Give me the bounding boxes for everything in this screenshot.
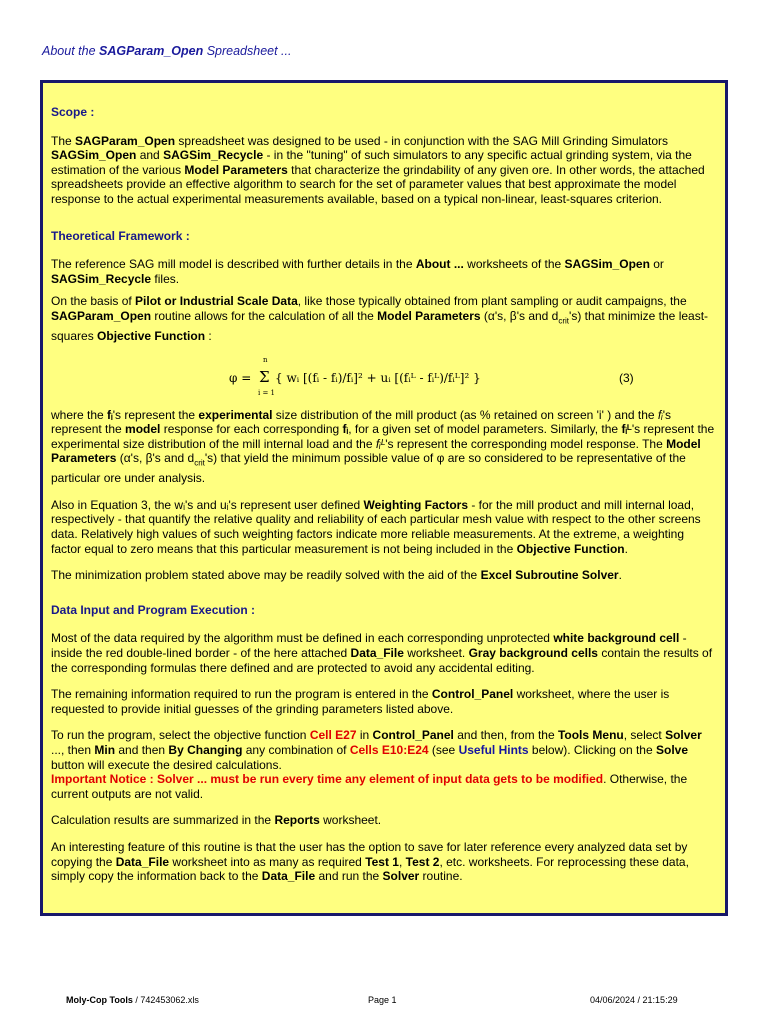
data-input-heading: Data Input and Program Execution : xyxy=(51,602,256,617)
scope-paragraph: The SAGParam_Open spreadsheet was designed to be used - in conjunction with the SAG Mill Grinding Simulators SAGSim_Open and SAGSim_Recycle - in the "tuning" of such simulators to any specific actual grinding system, via the estimation of the various Model Parameters that characterize the grindability of any given ore. In other words, the attached spreadsheets provide an effective algorithm to search for the set of parameter values that best approximate the model response to the actual experimental measurements available, based on a typical non-linear, least-squares criterion. xyxy=(51,133,705,206)
data-input-paragraph-2: The remaining information required to run the program is entered in the Control_Panel worksheet, where the user is requested to provide initial guesses of the grinding parameters listed above. xyxy=(51,687,670,716)
theory-paragraph-3: where the fᵢ's represent the experimental size distribution of the mill product (as % retained on screen 'i' ) and the fᵢ's represent the model response for each corresponding fᵢ, for a given set of model parameters. Similarly, the fᵢᴸ's represent the experimental size distribution of the mill internal load and the fᵢᴸ's represent the corresponding model response. The Model Parameters (α's, β's and $d_{crit}'s$) that yield the minimum possible value of φ are so considered to be representative of the particular ore under analysis. xyxy=(51,407,715,486)
data-input-paragraph-4: Calculation results are summarized in the Reports worksheet. xyxy=(51,813,382,828)
data-input-paragraph-1: Most of the data required by the algorithm must be defined in each corresponding unprotected white background cell - inside the red double-lined border - of the here attached Data_File worksheet. Gray background cells contain the results of the corresponding formulas there defined and are protected to avoid any accidental editing. xyxy=(51,631,713,675)
theory-paragraph-2: On the basis of Pilot or Industrial Scale Data, like those typically obtained from plant sampling or audit campaigns, the SAGParam_Open routine allows for the calculation of all the Model Parameters (α's, β's and $d_{crit}'s$) that minimize the least-squares Objective Function : xyxy=(51,294,709,343)
document-box xyxy=(40,80,728,916)
theory-paragraph-5: The minimization problem stated above may be readily solved with the aid of the Excel Subroutine Solver. xyxy=(51,568,622,583)
footer-filename: Moly-Cop Tools / 742453062.xls xyxy=(66,995,199,1005)
important-notice: Important Notice : Solver ... must be run every time any element of input data gets to be modified xyxy=(51,772,604,787)
theory-heading: Theoretical Framework : xyxy=(51,228,190,243)
page-title: About the SAGParam_Open Spreadsheet ... xyxy=(42,44,292,58)
equation-number: (3) xyxy=(619,370,634,385)
footer-timestamp: 04/06/2024 / 21:15:29 xyxy=(590,995,678,1005)
theory-paragraph-4: Also in Equation 3, the wᵢ's and uᵢ's represent user defined Weighting Factors - for the mill product and mill internal load, respectively - that quantify the relative quality and reliability of each particular mesh value with respect to the other screens data. Relatively high values of such weighting factors indicate more reliable measurements. At the extreme, a weighting factor equal to zero means that this particular measurement is not being included in the Objective Function. xyxy=(51,497,701,556)
objective-function-formula: φ = n Σ i = 1 { wᵢ [(fᵢ - fᵢ)/fᵢ]² + uᵢ [(fᵢᴸ - fᵢᴸ)/fᵢᴸ]² } (3) xyxy=(229,355,634,397)
theory-paragraph-1: The reference SAG mill model is described with further details in the About ... worksheets of the SAGSim_Open or SAGSim_Recycle files. xyxy=(51,257,664,286)
scope-heading: Scope : xyxy=(51,105,95,119)
footer-page-number: Page 1 xyxy=(368,995,397,1005)
data-input-paragraph-3: To run the program, select the objective function Cell E27 in Control_Panel and then, from the Tools Menu, select Solver ..., then Min and then By Changing any combination of Cells E10:E24 (see Useful Hints below). Clicking on the Solve button will execute the desired calculations. Important Notice : Solver ... must be run every time any element of input data gets to be modified. Otherwise, the current outputs are not valid. xyxy=(51,728,702,801)
data-input-paragraph-5: An interesting feature of this routine is that the user has the option to save for later reference every analyzed data set by copying the Data_File worksheet into as many as required Test 1, Test 2, etc. worksheets. For reprocessing these data, simply copy the information back to the Data_File and run the Solver routine. xyxy=(51,839,689,884)
